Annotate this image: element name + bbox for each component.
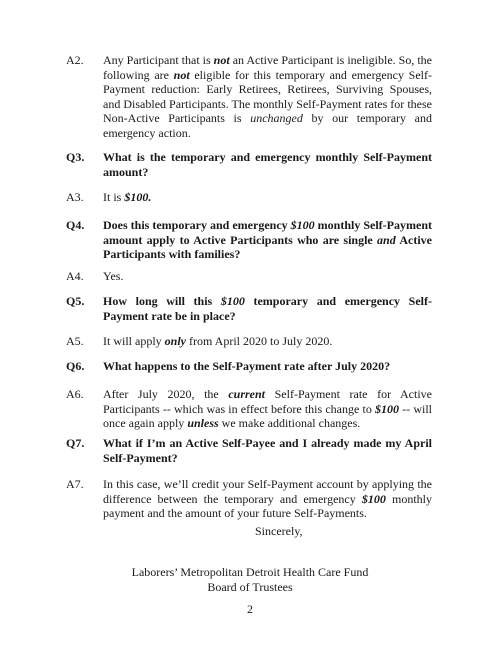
item-text [103,436,432,465]
text-run: $100 [375,401,399,416]
item-text [103,477,432,521]
text-run: $100 [220,294,245,308]
text-run: Yes. [103,269,124,283]
item-text [103,218,432,262]
item-label: Q5. [66,294,85,308]
item-text [103,150,432,179]
text-run: current [228,387,266,401]
text-run: we make additional changes. [218,416,361,431]
text-run: and [377,232,396,247]
text-run: not [213,53,230,67]
text-run: What is the temporary and emergency monthly Self-Payment amount? [103,150,432,179]
text-run: What if I’m an Active Self-Payee and I already made my April Self-Payment? [103,436,432,465]
text-run: What happens to the Self-Payment rate after July 2020? [103,359,391,373]
organization-name: Laborers’ Metropolitan Detroit Health Care Fund [131,565,369,579]
text-run: only [164,334,187,348]
salutation: Sincerely, [255,524,303,538]
text-run: $100 [290,218,315,232]
text-run: Self-Payment rate for Active Participants -- which was in effect before this change to [103,387,433,416]
text-run: by our temporary and emergency action. [103,111,433,140]
item-label: Q6. [66,359,85,373]
text-run: unless [187,416,219,431]
board-name: Board of Trustees [207,580,293,594]
text-run: Active Participants with families? [103,232,432,262]
item-label: A3. [66,190,84,204]
text-run: monthly payment and the amount of your future Self-Payments. [103,491,432,521]
text-run: $100. [124,190,152,204]
text-run: monthly Self-Payment amount apply to Active Participants who are single [103,218,432,247]
text-run: not [173,67,190,82]
text-run: Does this temporary and emergency [103,218,291,232]
text-run: temporary and emergency Self-Payment rate be in place? [103,294,432,323]
item-label: Q4. [66,218,85,232]
text-run: an Active Participant is ineligible. So, the following are [103,53,433,82]
item-text [103,190,432,205]
text-run: How long will this [103,294,221,308]
text-run: -- will once again apply [103,401,432,431]
item-text [103,359,432,374]
item-text [103,387,432,431]
item-text [103,334,432,349]
text-run: unchanged [250,111,303,126]
text-run: Any Participant that is [103,53,214,67]
item-text [103,294,432,323]
page-number: 2 [247,602,253,616]
text-run: from April 2020 to July 2020. [186,334,333,348]
text-run: It will apply [103,334,165,348]
text-run: In this case, we’ll credit your Self-Payment account by applying the difference between the temporary and emergency [103,477,432,506]
item-label: A4. [66,269,84,283]
text-run: $100 [361,491,386,506]
item-label: A6. [66,387,84,401]
item-label: A5. [66,334,84,348]
item-label: Q7. [66,436,85,450]
item-label: A2. [66,53,84,67]
item-text [103,53,432,141]
text-run: After July 2020, the [103,387,229,401]
item-label: A7. [66,477,84,491]
item-text [103,269,432,284]
text-run: eligible for this temporary and emergency Self-Payment reduction: Early Retirees, Retirees, Surviving Spouses, and Disabled Participants. The monthly Self-Payment rates for these Non-Active Participants is [103,67,432,126]
item-label: Q3. [66,150,85,164]
text-run: It is [103,190,125,204]
